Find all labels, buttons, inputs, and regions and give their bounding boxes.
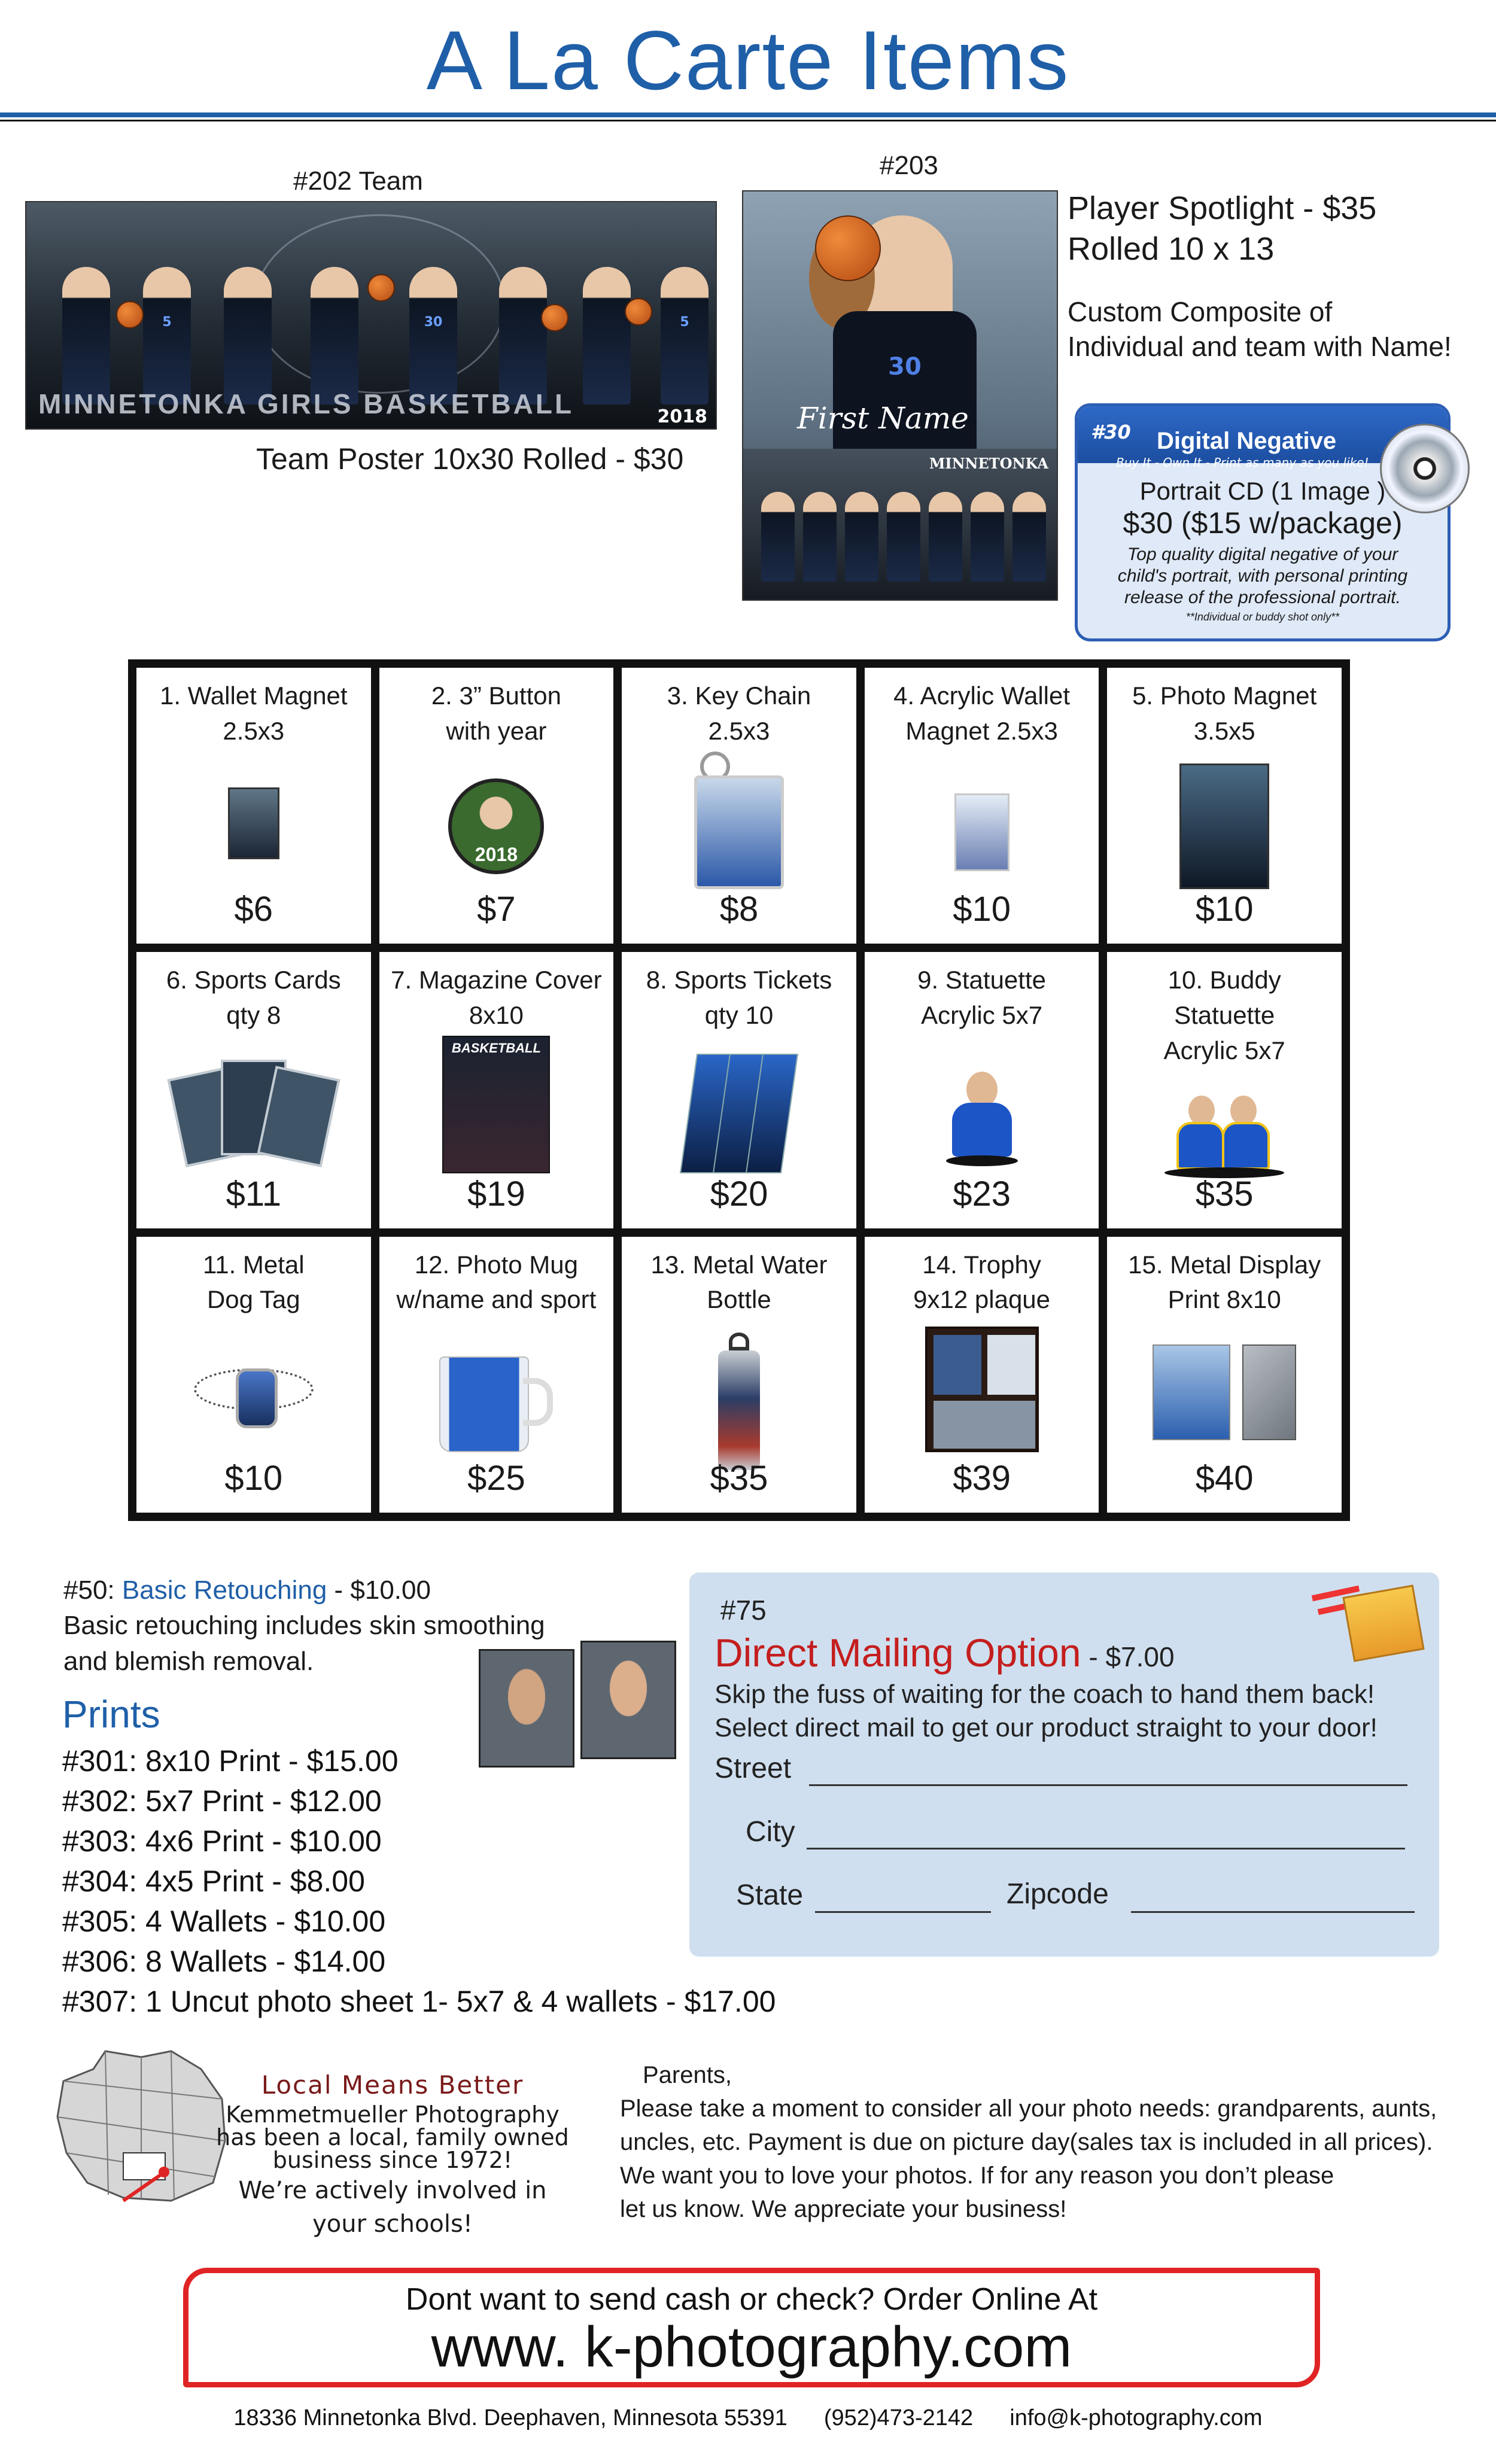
item-title [141, 1248, 366, 1318]
item-title [869, 1248, 1094, 1318]
team-poster-label: #202 Team [293, 166, 423, 196]
retouching-desc-line2: and blemish removal. [63, 1646, 314, 1676]
item-title [384, 963, 609, 1033]
prints-list [62, 1741, 776, 2022]
parents-note [620, 2058, 1482, 2226]
dog-tag-icon [194, 1356, 314, 1428]
item-title-line1: 14. Trophy [922, 1250, 1041, 1279]
items-grid [128, 659, 1350, 1521]
item-cell-water-bottle[interactable] [622, 1237, 856, 1513]
street-label: Street [714, 1753, 792, 1784]
item-title-line2: qty 10 [704, 1001, 774, 1030]
parents-greeting: Parents, [643, 2062, 732, 2088]
item-title-line1: 2. 3” Button [431, 682, 561, 710]
item-title-line1: 8. Sports Tickets [646, 966, 832, 994]
item-title-line1: 15. Metal Display [1128, 1250, 1321, 1279]
item-title-line2: 8x10 [469, 1001, 524, 1030]
print-option: #307: 1 Uncut photo sheet 1- 5x7 & 4 wallets - $17.00 [62, 1985, 776, 2018]
spotlight-desc-line1: Custom Composite of [1068, 296, 1333, 327]
cd-disc-icon [1380, 424, 1470, 513]
item-cell-photo-mug[interactable] [379, 1237, 614, 1513]
zipcode-label: Zipcode [1007, 1878, 1109, 1910]
local-line2: has been a local, family owned [216, 2124, 569, 2150]
item-cell-metal-display[interactable] [1107, 1237, 1342, 1513]
item-price: $23 [953, 1174, 1011, 1213]
item-title [141, 679, 366, 749]
page-title: A La Carte Items [426, 13, 1070, 107]
retouching-name: Basic Retouching [121, 1575, 327, 1605]
item-title [1112, 963, 1337, 1068]
direct-mailing-box [689, 1572, 1439, 1957]
item-cell-sports-tickets[interactable] [622, 952, 856, 1228]
item-title [869, 679, 1094, 749]
spotlight-title-line2: Rolled 10 x 13 [1068, 231, 1275, 267]
item-title-line2: 3.5x5 [1193, 716, 1255, 745]
state-label: State [736, 1879, 804, 1911]
print-option: #303: 4x6 Print - $10.00 [62, 1824, 382, 1858]
mailing-number: #75 [720, 1595, 767, 1626]
item-title-line1: 11. Metal [202, 1250, 305, 1279]
item-title-line2: Print 8x10 [1167, 1285, 1281, 1314]
prints-title: Prints [62, 1693, 160, 1736]
acrylic-magnet-icon [954, 793, 1010, 871]
item-title [627, 1248, 852, 1318]
print-option: #301: 8x10 Print - $15.00 [62, 1744, 399, 1778]
retouching-desc-line1: Basic retouching includes skin smoothing [63, 1611, 545, 1641]
team-poster-caption: Team Poster 10x30 Rolled - $30 [256, 442, 684, 476]
spotlight-jersey: 30 [888, 353, 922, 381]
item-title-line2: 9x12 plaque [913, 1285, 1051, 1314]
item-title-line1: 4. Acrylic Wallet [893, 682, 1071, 710]
digital-negative-note: **Individual or buddy shot only** [1185, 611, 1340, 623]
digital-negative-desc-line2: child's portrait, with personal printing [1117, 566, 1408, 586]
local-body [207, 2103, 578, 2171]
header-rule-black [0, 120, 1496, 121]
item-title [384, 1248, 609, 1318]
water-bottle-icon [718, 1333, 760, 1470]
item-title-line2: Dog Tag [206, 1285, 300, 1314]
item-title-line2: Acrylic 5x7 [921, 1001, 1043, 1030]
wallet-magnet-icon [228, 787, 279, 859]
mailing-desc-line2: Select direct mail to get our product straight to your door! [714, 1713, 1378, 1742]
spotlight-title [1068, 188, 1376, 269]
item-cell-photo-magnet[interactable] [1107, 668, 1342, 944]
website-link[interactable]: www. k-photography.com [431, 2315, 1072, 2379]
minnesota-map [51, 2045, 231, 2207]
item-price: $39 [953, 1459, 1011, 1498]
digital-negative-desc-line1: Top quality digital negative of your [1127, 544, 1398, 564]
parents-line2: uncles, etc. Payment is due on picture day(sales tax is included in all prices). [620, 2129, 1433, 2155]
poster-year: 2018 [657, 406, 707, 427]
local-line1: Kemmetmueller Photography [226, 2101, 560, 2128]
spotlight-label: #203 [880, 151, 938, 180]
retouching-number: #50: [63, 1575, 122, 1605]
item-title-line1: 10. Buddy [1167, 966, 1281, 994]
key-chain-icon [694, 752, 784, 889]
item-price: $35 [710, 1459, 768, 1498]
metal-display-icon [1153, 1344, 1296, 1446]
item-title-line1: 13. Metal Water [650, 1250, 828, 1279]
parents-line3: We want you to love your photos. If for any reason you don’t please [620, 2162, 1334, 2189]
order-online-text: Dont want to send cash or check? Order Online At [405, 2282, 1098, 2317]
city-label: City [746, 1816, 795, 1848]
item-price: $25 [467, 1459, 525, 1498]
item-cell-trophy-plaque[interactable] [865, 1237, 1099, 1513]
item-title-line2: qty 8 [226, 1001, 281, 1030]
local-title: Local Means Better [261, 2070, 524, 2100]
item-price: $40 [1195, 1459, 1254, 1498]
poster-banner-text: MINNETONKA GIRLS BASKETBALL [38, 388, 574, 419]
print-option: #304: 4x5 Print - $8.00 [62, 1864, 365, 1898]
local-means-better [207, 2070, 578, 2241]
digital-negative-product: Portrait CD (1 Image ) [1139, 477, 1386, 505]
item-title [627, 679, 852, 749]
item-title-line1: 5. Photo Magnet [1132, 682, 1317, 710]
order-online-box [183, 2268, 1320, 2387]
mailing-heading [714, 1630, 1175, 1675]
item-title-line2: 2.5x3 [708, 716, 770, 745]
item-price: $19 [467, 1174, 525, 1213]
item-cell-sports-cards[interactable] [136, 952, 371, 1228]
spotlight-description [1068, 294, 1452, 364]
item-cell-wallet-magnet[interactable] [136, 668, 371, 944]
item-title-line2: Bottle [707, 1285, 771, 1314]
local-line3: business since 1972! [272, 2147, 513, 2173]
mailing-description [714, 1678, 1378, 1745]
local-line4: We’re actively involved in [238, 2177, 547, 2204]
item-cell-magazine-cover[interactable] [379, 952, 614, 1228]
mailing-desc-line1: Skip the fuss of waiting for the coach to hand them back! [714, 1680, 1375, 1709]
item-cell-button[interactable] [379, 668, 614, 944]
magazine-masthead: BASKETBALL [451, 1041, 541, 1056]
print-option: #306: 8 Wallets - $14.00 [62, 1945, 386, 1978]
local-involved [207, 2174, 578, 2241]
item-title-line1: 6. Sports Cards [166, 966, 341, 994]
digital-negative-title: Digital Negative [1157, 428, 1337, 454]
item-title [1112, 679, 1337, 749]
item-title-line2: 2.5x3 [223, 716, 285, 745]
item-title-line2: Magnet 2.5x3 [905, 716, 1058, 745]
local-line5: your schools! [312, 2210, 473, 2238]
trophy-plaque-icon [925, 1327, 1039, 1452]
spotlight-desc-line2: Individual and team with Name! [1068, 331, 1452, 362]
item-cell-statuette[interactable] [865, 952, 1099, 1228]
city-input-line[interactable] [807, 1848, 1405, 1849]
retouching-heading [63, 1572, 602, 1608]
sports-tickets-icon [688, 1054, 790, 1173]
item-title-line1: 9. Statuette [917, 966, 1046, 994]
print-option: #305: 4 Wallets - $10.00 [62, 1905, 386, 1938]
photo-magnet-icon [1179, 763, 1269, 889]
footer-phone: (952)473-2142 [823, 2405, 974, 2430]
item-title-line1: 12. Photo Mug [414, 1250, 578, 1279]
item-price: $10 [953, 890, 1011, 929]
footer-contact [0, 2405, 1496, 2431]
mailing-title: Direct Mailing Option [714, 1631, 1081, 1675]
print-option: #302: 5x7 Print - $12.00 [62, 1784, 382, 1818]
item-price: $10 [1195, 890, 1254, 929]
zipcode-input-line[interactable] [1131, 1911, 1415, 1913]
item-price: $7 [477, 890, 516, 929]
item-cell-key-chain[interactable] [622, 668, 856, 944]
spotlight-title-line1: Player Spotlight - $35 [1068, 190, 1377, 226]
item-title-line1: 3. Key Chain [667, 682, 811, 710]
sports-cards-icon [176, 1060, 332, 1161]
magazine-cover-icon [442, 1036, 550, 1173]
mailing-price: - $7.00 [1081, 1641, 1175, 1672]
item-price: $10 [224, 1459, 283, 1498]
header-rule-blue [0, 112, 1496, 117]
digital-negative-number: #30 [1091, 421, 1131, 443]
photo-button-icon [448, 778, 544, 874]
item-title-line2: Statuette [1174, 1001, 1275, 1030]
digital-negative-price: $30 ($15 w/package) [1123, 506, 1403, 540]
digital-negative-desc [1084, 544, 1442, 609]
item-price: $8 [719, 890, 759, 929]
parents-line1: Please take a moment to consider all your photo needs: grandparents, aunts, [620, 2095, 1437, 2122]
spotlight-image [742, 190, 1058, 601]
button-year: 2018 [475, 844, 518, 865]
item-price: $35 [1195, 1174, 1254, 1213]
item-title [627, 963, 852, 1033]
item-price: $20 [710, 1174, 768, 1213]
retouching-price: - $10.00 [327, 1575, 431, 1605]
item-title-line2: w/name and sport [396, 1285, 597, 1314]
team-poster-image: 5 30 5 MINNETONKA GIRLS BASKETBALL 2018 [25, 201, 717, 430]
state-input-line[interactable] [815, 1911, 991, 1913]
item-title-line3: Acrylic 5x7 [1163, 1036, 1285, 1064]
photo-mug-icon [439, 1356, 553, 1452]
item-cell-acrylic-magnet[interactable] [865, 668, 1099, 944]
footer-email[interactable]: info@k-photography.com [1010, 2405, 1263, 2430]
item-title-line1: 7. Magazine Cover [391, 966, 602, 994]
footer-address: 18336 Minnetonka Blvd. Deephaven, Minnesota 55391 [233, 2405, 787, 2430]
item-title-line1: 1. Wallet Magnet [160, 682, 348, 710]
buddy-statuette-icon [1164, 1096, 1284, 1179]
item-title [384, 679, 609, 749]
item-price: $6 [234, 890, 273, 929]
item-title [1112, 1248, 1337, 1318]
statuette-icon [946, 1072, 1018, 1167]
item-title [141, 963, 366, 1033]
parents-line4: let us know. We appreciate your business! [620, 2196, 1067, 2222]
spotlight-signature: First Name [797, 401, 969, 436]
spotlight-team-name: MINNETONKA [929, 455, 1048, 472]
digital-negative-desc-line3: release of the professional portrait. [1124, 588, 1401, 607]
street-input-line[interactable] [809, 1784, 1407, 1786]
item-title [869, 963, 1094, 1033]
item-cell-dog-tag[interactable] [136, 1237, 371, 1513]
envelope-icon [1312, 1584, 1419, 1662]
digital-negative-tagline: Buy It - Own It - Print as many as you like! [1116, 455, 1369, 470]
item-price: $11 [226, 1174, 282, 1213]
item-title-line2: with year [446, 716, 547, 745]
item-cell-buddy-statuette[interactable] [1107, 952, 1342, 1228]
